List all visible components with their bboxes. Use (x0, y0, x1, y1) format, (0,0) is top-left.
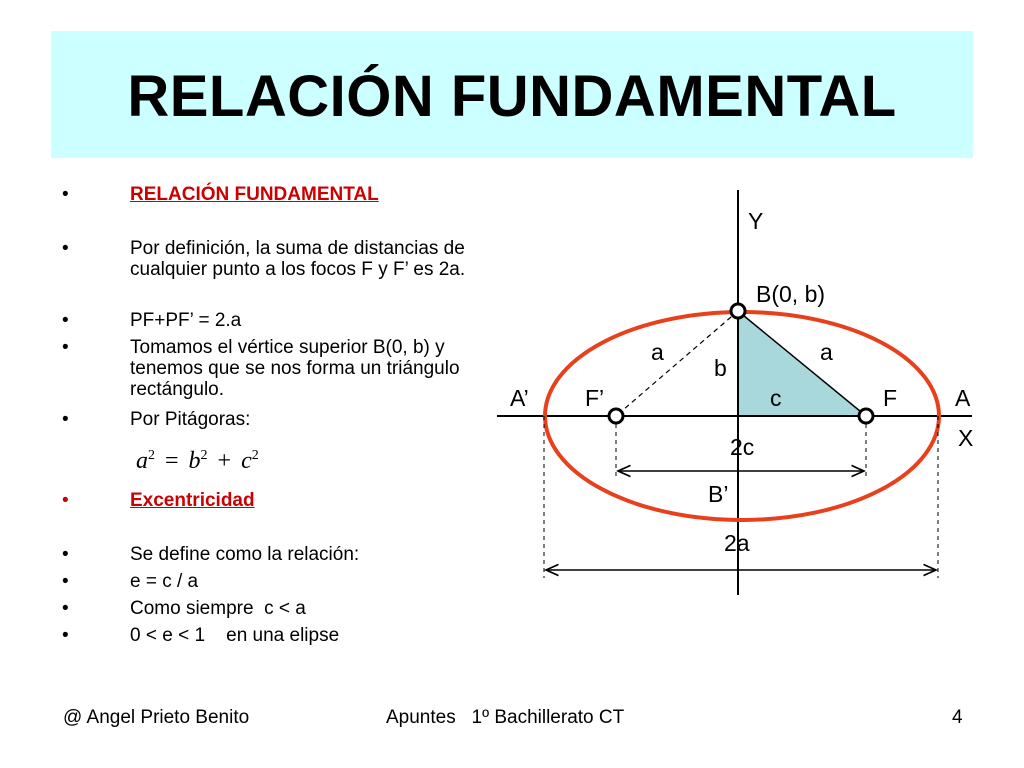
section-heading-relacion: RELACIÓN FUNDAMENTAL (130, 184, 379, 205)
focus-f-point (859, 409, 873, 423)
formula-equals: = (165, 448, 179, 474)
focus-f-prime-point (609, 409, 623, 423)
formula-exp: 2 (148, 448, 155, 463)
bullet-text: Por Pitágoras: (130, 409, 251, 430)
label-x-axis: X (958, 425, 974, 451)
bullet-text: Como siempre c < a (130, 598, 306, 619)
bullet-marker: • (62, 598, 69, 619)
footer-course: Apuntes 1º Bachillerato CT (386, 707, 625, 728)
label-vertex-b-prime: B’ (708, 481, 729, 507)
label-vertex-a: A (955, 385, 971, 411)
label-side-a-left: a (651, 339, 664, 365)
bullet-marker: • (62, 238, 69, 259)
section-heading-excentricidad: Excentricidad (130, 490, 255, 511)
label-vertex-a-prime: A’ (510, 385, 529, 411)
formula-var-b: b (188, 448, 201, 474)
label-focus-f: F (883, 385, 898, 411)
bullet-marker: • (62, 544, 69, 565)
bullet-text: Por definición, la suma de distancias de cualquier punto a los focos F y F’ es 2a. (130, 238, 466, 280)
bullet-marker: • (62, 490, 69, 511)
formula-var-a: a (136, 448, 148, 474)
footer-author: @ Angel Prieto Benito (63, 707, 250, 728)
formula-plus: + (217, 448, 232, 474)
bullet-text: PF+PF’ = 2.a (130, 310, 242, 331)
bullet-marker: • (62, 184, 69, 205)
footer-page-number: 4 (952, 707, 963, 728)
slide-title: RELACIÓN FUNDAMENTAL (127, 64, 897, 129)
label-y-axis: Y (748, 208, 764, 234)
bullet-marker: • (62, 310, 69, 331)
formula-var-c: c (241, 448, 252, 474)
label-distance-2c: 2c (730, 434, 755, 460)
label-distance-2a: 2a (724, 530, 750, 556)
bullet-marker: • (62, 571, 69, 592)
label-focus-f-prime: F’ (585, 385, 605, 411)
formula-exp: 2 (251, 448, 259, 463)
bullet-text: Tomamos el vértice superior B(0, b) y tenemos que se nos forma un triángulo rectángulo. (130, 337, 460, 400)
label-side-c: c (770, 385, 782, 411)
bullet-marker: • (62, 409, 69, 430)
bullet-text: Se define como la relación: (130, 544, 360, 565)
bullet-marker: • (62, 625, 69, 646)
bullet-text: 0 < e < 1 en una elipse (130, 625, 340, 646)
bullet-marker: • (62, 337, 69, 358)
label-side-a-right: a (820, 339, 833, 365)
bullet-text: e = c / a (130, 571, 199, 592)
vertex-b-point (731, 304, 745, 318)
label-side-b: b (714, 355, 727, 381)
formula-exp: 2 (200, 448, 208, 463)
label-vertex-b: B(0, b) (756, 281, 826, 307)
